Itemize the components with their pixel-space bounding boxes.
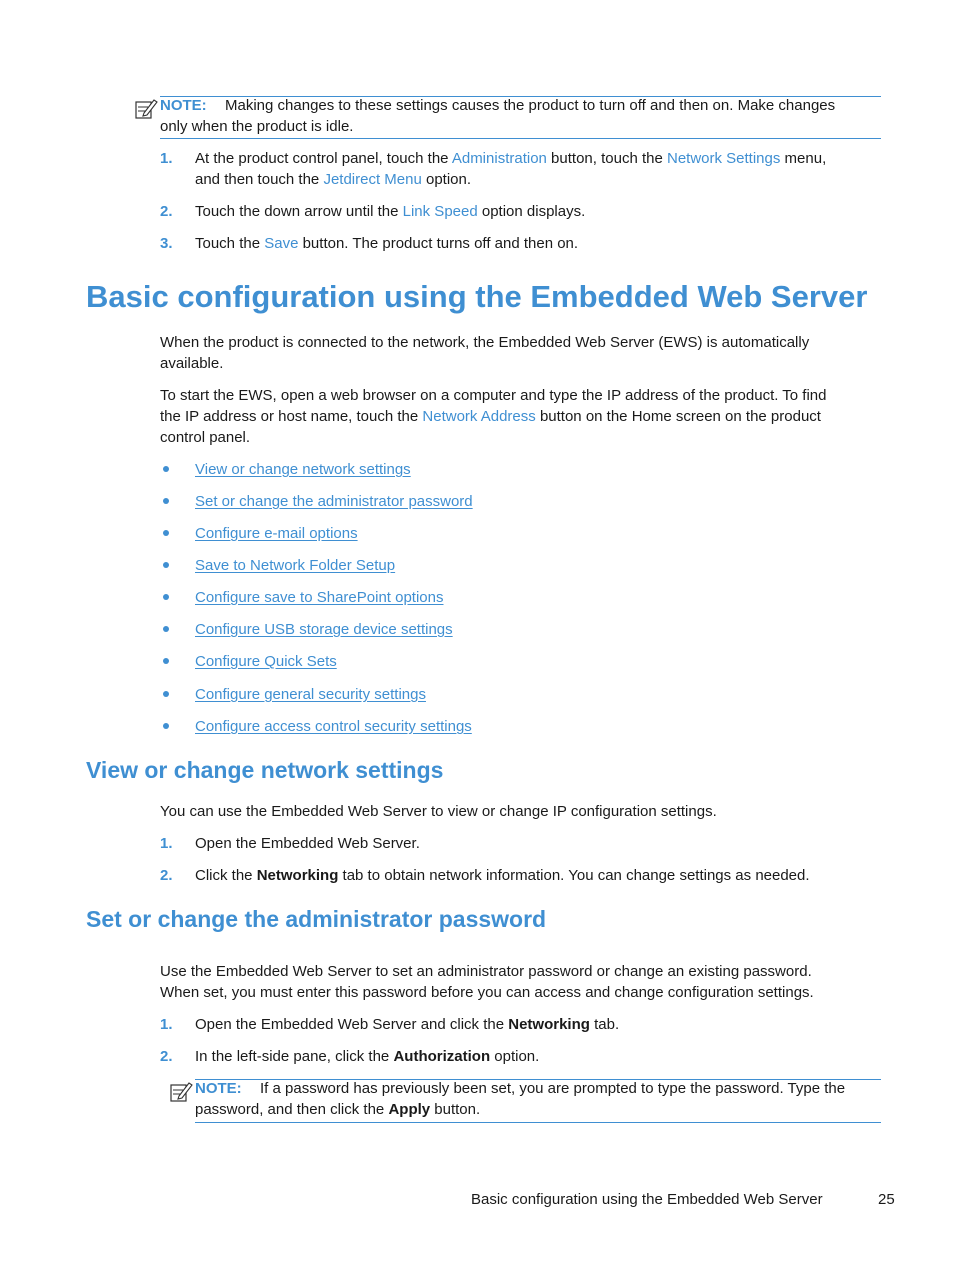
section-heading: Basic configuration using the Embedded Web Server <box>86 279 868 314</box>
footer-title: Basic configuration using the Embedded Web Server <box>471 1191 823 1208</box>
step-text <box>195 233 578 254</box>
step-text <box>195 1046 539 1067</box>
note-bottom-rule <box>195 1122 881 1123</box>
ui-term-save: Save <box>264 235 299 252</box>
step-text: Open the Embedded Web Server. <box>195 835 420 852</box>
paragraph-line: You can use the Embedded Web Server to view or change IP configuration settings. <box>160 803 717 820</box>
link-view-network-settings[interactable]: View or change network settings <box>195 461 411 478</box>
step-text <box>195 865 810 886</box>
paragraph-text-part: button on the Home screen on the product <box>535 408 821 425</box>
note1-line1 <box>160 95 835 116</box>
link-sharepoint-options[interactable]: Configure save to SharePoint options <box>195 589 444 606</box>
note-pencil-icon <box>169 1081 193 1103</box>
bullet-icon <box>163 723 169 729</box>
bullet-icon <box>163 466 169 472</box>
step-text <box>195 1014 619 1035</box>
page-number: 25 <box>878 1191 895 1208</box>
subsection-heading: Set or change the administrator password <box>86 906 547 932</box>
link-admin-password[interactable]: Set or change the administrator password <box>195 493 473 510</box>
bullet-icon <box>163 530 169 536</box>
bullet-icon <box>163 658 169 664</box>
ui-term-networking: Networking <box>508 1016 590 1033</box>
note2-line1 <box>195 1078 845 1099</box>
link-network-folder-setup[interactable]: Save to Network Folder Setup <box>195 557 396 574</box>
step-number: 3. <box>160 235 173 252</box>
note2-line2 <box>195 1099 480 1120</box>
note-label: NOTE: <box>160 97 207 114</box>
paragraph-line: available. <box>160 355 224 372</box>
link-email-options[interactable]: Configure e-mail options <box>195 525 358 542</box>
step-text-part: In the left-side pane, click the <box>195 1048 394 1065</box>
note-text: Making changes to these settings causes the product to turn off and then on. Make changes <box>225 97 836 114</box>
note-bottom-rule <box>160 138 881 139</box>
paragraph-text-part: the IP address or host name, touch the <box>160 408 423 425</box>
ui-term-authorization: Authorization <box>393 1048 491 1065</box>
ui-term-network-settings: Network Settings <box>666 150 781 167</box>
link-access-control-security[interactable]: Configure access control security settings <box>195 718 472 735</box>
paragraph-line: To start the EWS, open a web browser on a computer and type the IP address of the product. To find <box>160 387 827 404</box>
paragraph-line: When the product is connected to the network, the Embedded Web Server (EWS) is automatically <box>160 334 810 351</box>
step-text <box>195 148 826 169</box>
step-text-part: Touch the <box>195 235 265 252</box>
ui-term-link-speed: Link Speed <box>402 203 478 220</box>
step-text <box>195 201 585 222</box>
step-number: 2. <box>160 203 173 220</box>
ui-term-jetdirect-menu: Jetdirect Menu <box>323 171 422 188</box>
step-text-part: button. The product turns off and then on. <box>298 235 579 252</box>
step-number: 2. <box>160 1048 173 1065</box>
ui-term-network-address: Network Address <box>422 408 536 425</box>
note-text-part: button. <box>430 1101 481 1118</box>
paragraph-line: Use the Embedded Web Server to set an administrator password or change an existing password. <box>160 963 812 980</box>
step-text-part: Open the Embedded Web Server and click the <box>195 1016 509 1033</box>
link-general-security[interactable]: Configure general security settings <box>195 686 426 703</box>
step-text-part: button, touch the <box>546 150 667 167</box>
ui-term-apply: Apply <box>388 1101 431 1118</box>
ui-term-administration: Administration <box>451 150 547 167</box>
step-text-part: option. <box>490 1048 540 1065</box>
note1-line2: only when the product is idle. <box>160 118 354 135</box>
step-text-part: Touch the down arrow until the <box>195 203 403 220</box>
paragraph-line: When set, you must enter this password before you can access and change configuration settings. <box>160 984 814 1001</box>
note-label: NOTE: <box>195 1080 242 1097</box>
link-usb-storage-settings[interactable]: Configure USB storage device settings <box>195 621 453 638</box>
paragraph-line <box>160 406 821 427</box>
subsection-heading: View or change network settings <box>86 757 444 783</box>
note-text-part: password, and then click the <box>195 1101 389 1118</box>
step-text-part: tab to obtain network information. You can change settings as needed. <box>338 867 810 884</box>
bullet-icon <box>163 626 169 632</box>
paragraph-line: control panel. <box>160 429 251 446</box>
note-pencil-icon <box>134 98 158 120</box>
step-text-part: tab. <box>589 1016 620 1033</box>
step-number: 1. <box>160 835 173 852</box>
step-text-part: Click the <box>195 867 257 884</box>
step-text-part: At the product control panel, touch the <box>195 150 452 167</box>
step-text-part: menu, <box>780 150 827 167</box>
step-number: 1. <box>160 150 173 167</box>
step-text <box>195 169 471 190</box>
bullet-icon <box>163 594 169 600</box>
step-text-part: and then touch the <box>195 171 324 188</box>
step-number: 2. <box>160 867 173 884</box>
link-quick-sets[interactable]: Configure Quick Sets <box>195 653 337 670</box>
step-number: 1. <box>160 1016 173 1033</box>
bullet-icon <box>163 498 169 504</box>
note-text: If a password has previously been set, you are prompted to type the password. Type the <box>260 1080 846 1097</box>
ui-term-networking: Networking <box>256 867 339 884</box>
step-text-part: option displays. <box>477 203 586 220</box>
step-text-part: option. <box>421 171 472 188</box>
bullet-icon <box>163 691 169 697</box>
bullet-icon <box>163 562 169 568</box>
